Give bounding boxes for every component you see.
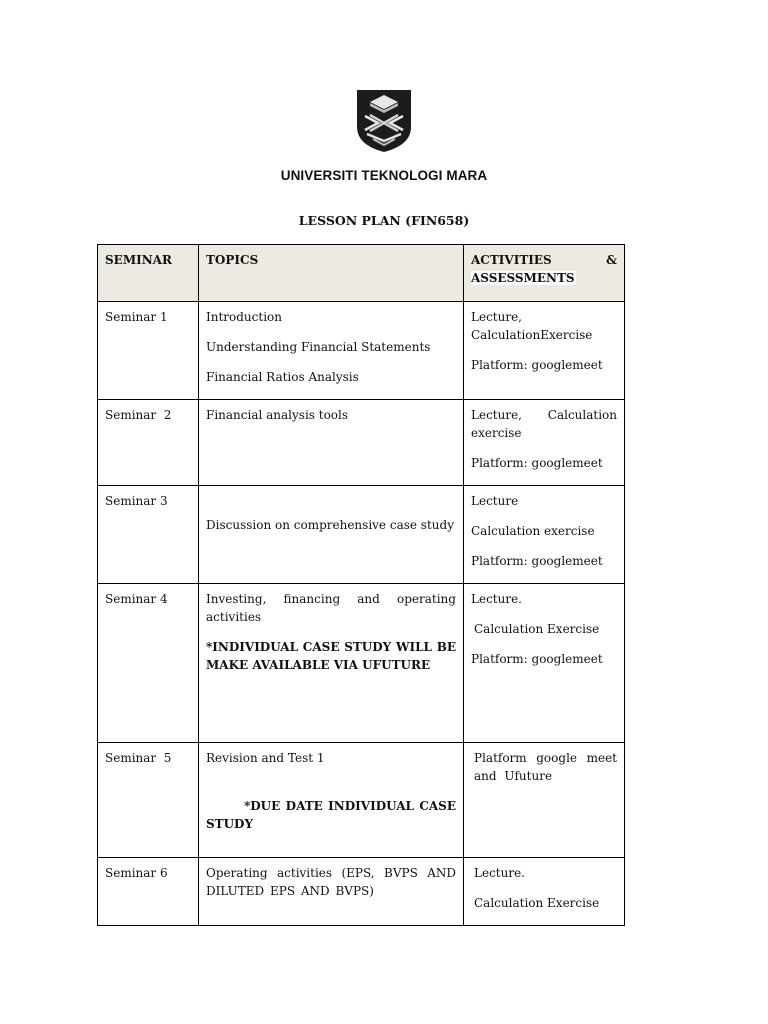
topic-word: financing	[283, 592, 341, 606]
activity-item: Calculation Exercise	[474, 896, 600, 910]
table-row	[98, 584, 625, 743]
topic-item: Understanding Financial Statements	[206, 340, 431, 354]
seminar-cell: Seminar 5	[98, 743, 199, 858]
platform-item: Platform: googlemeet	[471, 554, 603, 568]
topics-cell	[199, 743, 464, 858]
due-date-notice: *DUE DATE INDIVIDUAL CASE STUDY	[206, 799, 456, 831]
topic-item: Financial Ratios Analysis	[206, 370, 359, 384]
topic-item: Operating activities (EPS, BVPS AND DILUTED EPS AND BVPS)	[206, 866, 456, 898]
case-study-notice: *INDIVIDUAL CASE STUDY WILL BE MAKE AVAILABLE VIA UFUTURE	[206, 640, 456, 672]
topic-word: and	[357, 592, 380, 606]
activities-cell	[464, 858, 625, 926]
table-row	[98, 302, 625, 400]
seminar-cell: Seminar 6	[98, 858, 199, 926]
lesson-plan-table	[97, 244, 625, 926]
topics-cell	[199, 584, 464, 743]
activities-cell	[464, 400, 625, 486]
header-ampersand: &	[606, 253, 617, 267]
topic-word: activities	[206, 610, 262, 624]
topic-item: Financial analysis tools	[206, 408, 349, 422]
topic-word: operating	[397, 592, 456, 606]
activity-item: Calculation Exercise	[474, 622, 600, 636]
seminar-cell: Seminar 1	[98, 302, 199, 400]
university-name: UNIVERSITI TEKNOLOGI MARA	[280, 168, 488, 183]
seminar-cell: Seminar 3	[98, 486, 199, 584]
topics-cell	[199, 302, 464, 400]
topics-cell	[199, 400, 464, 486]
activities-cell	[464, 486, 625, 584]
activities-cell	[464, 302, 625, 400]
table-row	[98, 486, 625, 584]
activity-item: Lecture,	[471, 408, 522, 422]
activity-item: Lecture.	[474, 866, 525, 880]
header-topics: TOPICS	[199, 245, 464, 302]
table-header-row	[98, 245, 625, 302]
uitm-logo	[356, 89, 412, 153]
topic-item: Introduction	[206, 310, 282, 324]
header-seminar: SEMINAR	[98, 245, 199, 302]
table-row	[98, 743, 625, 858]
header-assessments-label: ASSESSMENTS	[471, 271, 575, 285]
platform-item: Platform: googlemeet	[471, 456, 603, 470]
topic-word: Investing,	[206, 592, 267, 606]
topics-cell	[199, 486, 464, 584]
activity-item: Calculation exercise	[471, 524, 595, 538]
activity-item: exercise	[471, 426, 522, 440]
platform-item: Platform: googlemeet	[471, 358, 603, 372]
platform-item: Platform google meet and Ufuture	[474, 751, 617, 783]
lesson-plan-title: LESSON PLAN (FIN658)	[298, 213, 470, 228]
table-row	[98, 400, 625, 486]
activities-cell	[464, 743, 625, 858]
platform-item: Platform: googlemeet	[471, 652, 603, 666]
header-activities	[464, 245, 625, 302]
header-activities-label: ACTIVITIES	[471, 253, 552, 267]
activity-item: Lecture,	[471, 310, 522, 324]
table-row	[98, 858, 625, 926]
topic-item: Revision and Test 1	[206, 751, 325, 765]
activity-item: CalculationExercise	[471, 328, 593, 342]
activities-cell	[464, 584, 625, 743]
topics-cell	[199, 858, 464, 926]
activity-item: Calculation	[547, 408, 617, 422]
topic-item: Discussion on comprehensive case study	[206, 518, 454, 532]
activity-item: Lecture.	[471, 592, 522, 606]
activity-item: Lecture	[471, 494, 519, 508]
seminar-cell: Seminar 4	[98, 584, 199, 743]
seminar-cell: Seminar 2	[98, 400, 199, 486]
